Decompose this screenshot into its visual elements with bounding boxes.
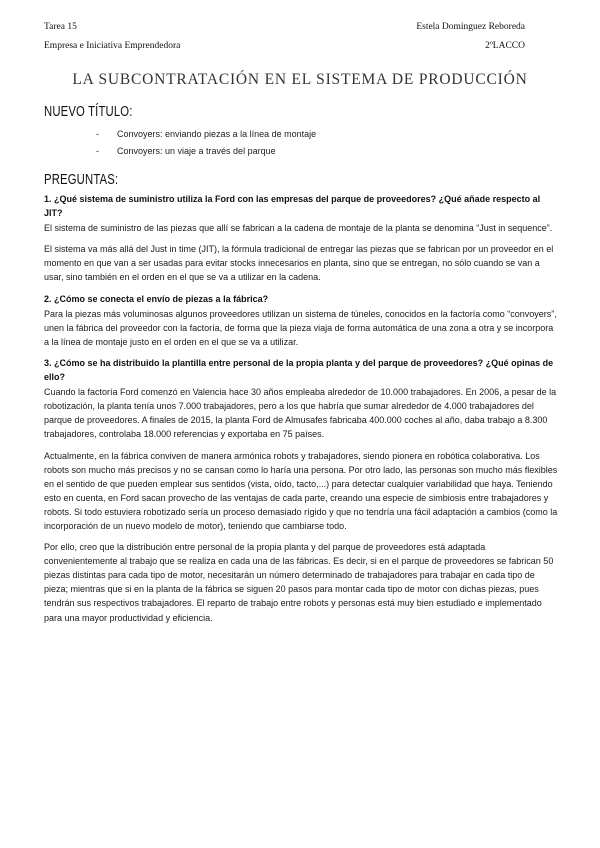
- header-author: Estela Domínguez Reboreda: [416, 22, 525, 32]
- list-dash: -: [96, 146, 99, 156]
- document-title: LA SUBCONTRATACIÓN EN EL SISTEMA DE PRODUCCIÓN: [72, 71, 528, 88]
- list-item-text: Convoyers: enviando piezas a la línea de montaje: [117, 129, 317, 139]
- answer-1-paragraph-2: El sistema va más allá del Just in time (JIT), la fórmula tradicional de entregar las piezas que se fabrican por un proveedor en el momento en que van a ser usadas para evitar stocks innecesarios en planta, sino que se entregan, no sólo cuando se van a usar, sino también en el orden en el que se va a utilizar en la cadena.: [44, 244, 554, 283]
- question-3: 3. ¿Cómo se ha distribuido la plantilla entre personal de la propia planta y del parque de proveedores? ¿Qué opinas de ello?: [44, 357, 554, 383]
- question-1: 1. ¿Qué sistema de suministro utiliza la Ford con las empresas del parque de proveedores? ¿Qué añade respecto al JIT?: [44, 194, 541, 219]
- list-dash: -: [96, 129, 99, 139]
- header-subject: Empresa e Iniciativa Emprendedora: [44, 41, 181, 51]
- answer-2-paragraph-1: Para la piezas más voluminosas algunos proveedores utilizan un sistema de túneles, conocidos en la factoría como “convoyers”, unen la fábrica del proveedor con la factoría, de forma que la pieza viaja de forma automática de una zona a otra y se incorpora a la línea de montaje justo en el orden en el que se va a utilizar.: [44, 308, 557, 347]
- section-heading-preguntas: PREGUNTAS:: [44, 172, 119, 188]
- section-heading-nuevo-titulo: NUEVO TÍTULO:: [44, 104, 133, 120]
- header-task-number: Tarea 15: [44, 22, 77, 32]
- list-item-text: Convoyers: un viaje a través del parque: [117, 146, 276, 156]
- question-2: 2. ¿Cómo se conecta el envío de piezas a la fábrica?: [44, 293, 269, 304]
- questions-body: [44, 192, 558, 632]
- answer-1-paragraph-1: El sistema de suministro de las piezas que allí se fabrican a la cadena de montaje de la planta se denomina “Just in sequence”.: [44, 223, 553, 234]
- answer-3-paragraph-2: Actualmente, en la fábrica conviven de manera armónica robots y trabajadores, siendo pionera en robótica colaborativa. Los robots son mucho más precisos y no se cansan como lo haría una persona. Por otro lado, las personas son mucho más flexibles en el sentido de que pueden emplear sus sentidos (vista, oído, tacto,...) para detectar cualquier variabilidad que haya. Teniendo esto en cuenta, en Ford sacan provecho de las ventajas de cada parte, creando una especie de simbiosis entre trabajadores y robots. Si todo estuviera robotizado sería un proceso demasiado rígido y que no tendría una fácil adaptación a cambios (como la incorporación de un nuevo modelo de motor), teniendo que cambiarse todo.: [44, 450, 558, 531]
- answer-3-paragraph-3: Por ello, creo que la distribución entre personal de la propia planta y del parque de proveedores está adaptada convenientemente al trabajo que se realiza en cada una de las fábricas. Es decir, si en el parque de proveedores se fabrican 50 piezas distintas para cada tipo de motor, necesitarán un número determinado de trabajadores para trabajar en cada tipo de pieza; mientras que si en la planta de la fábrica se siguen 20 pasos para montar cada tipo de motor con dichas piezas, pues tendrán sus respectivos trabajadores. El reparto de trabajo entre robots y personas está muy bien estudiado e implementado para una mayor productividad y eficiencia.: [44, 542, 554, 623]
- header-course: 2ºLACCO: [485, 41, 525, 51]
- answer-3-paragraph-1: Cuando la factoría Ford comenzó en Valencia hace 30 años empleaba alrededor de 10.000 trabajadores. En 2006, a pesar de la robotización, la planta tenía unos 7.000 trabajadores, pero a los que habría que sumar alrededor de 4.000 trabajadores del parque de proveedores. A finales de 2015, la planta Ford de Almusafes fabricaba 400.000 coches al año, daba trabajo a 8.300 trabajadores, controlaba 18.000 referencias y exportaba en 75 países.: [44, 387, 557, 440]
